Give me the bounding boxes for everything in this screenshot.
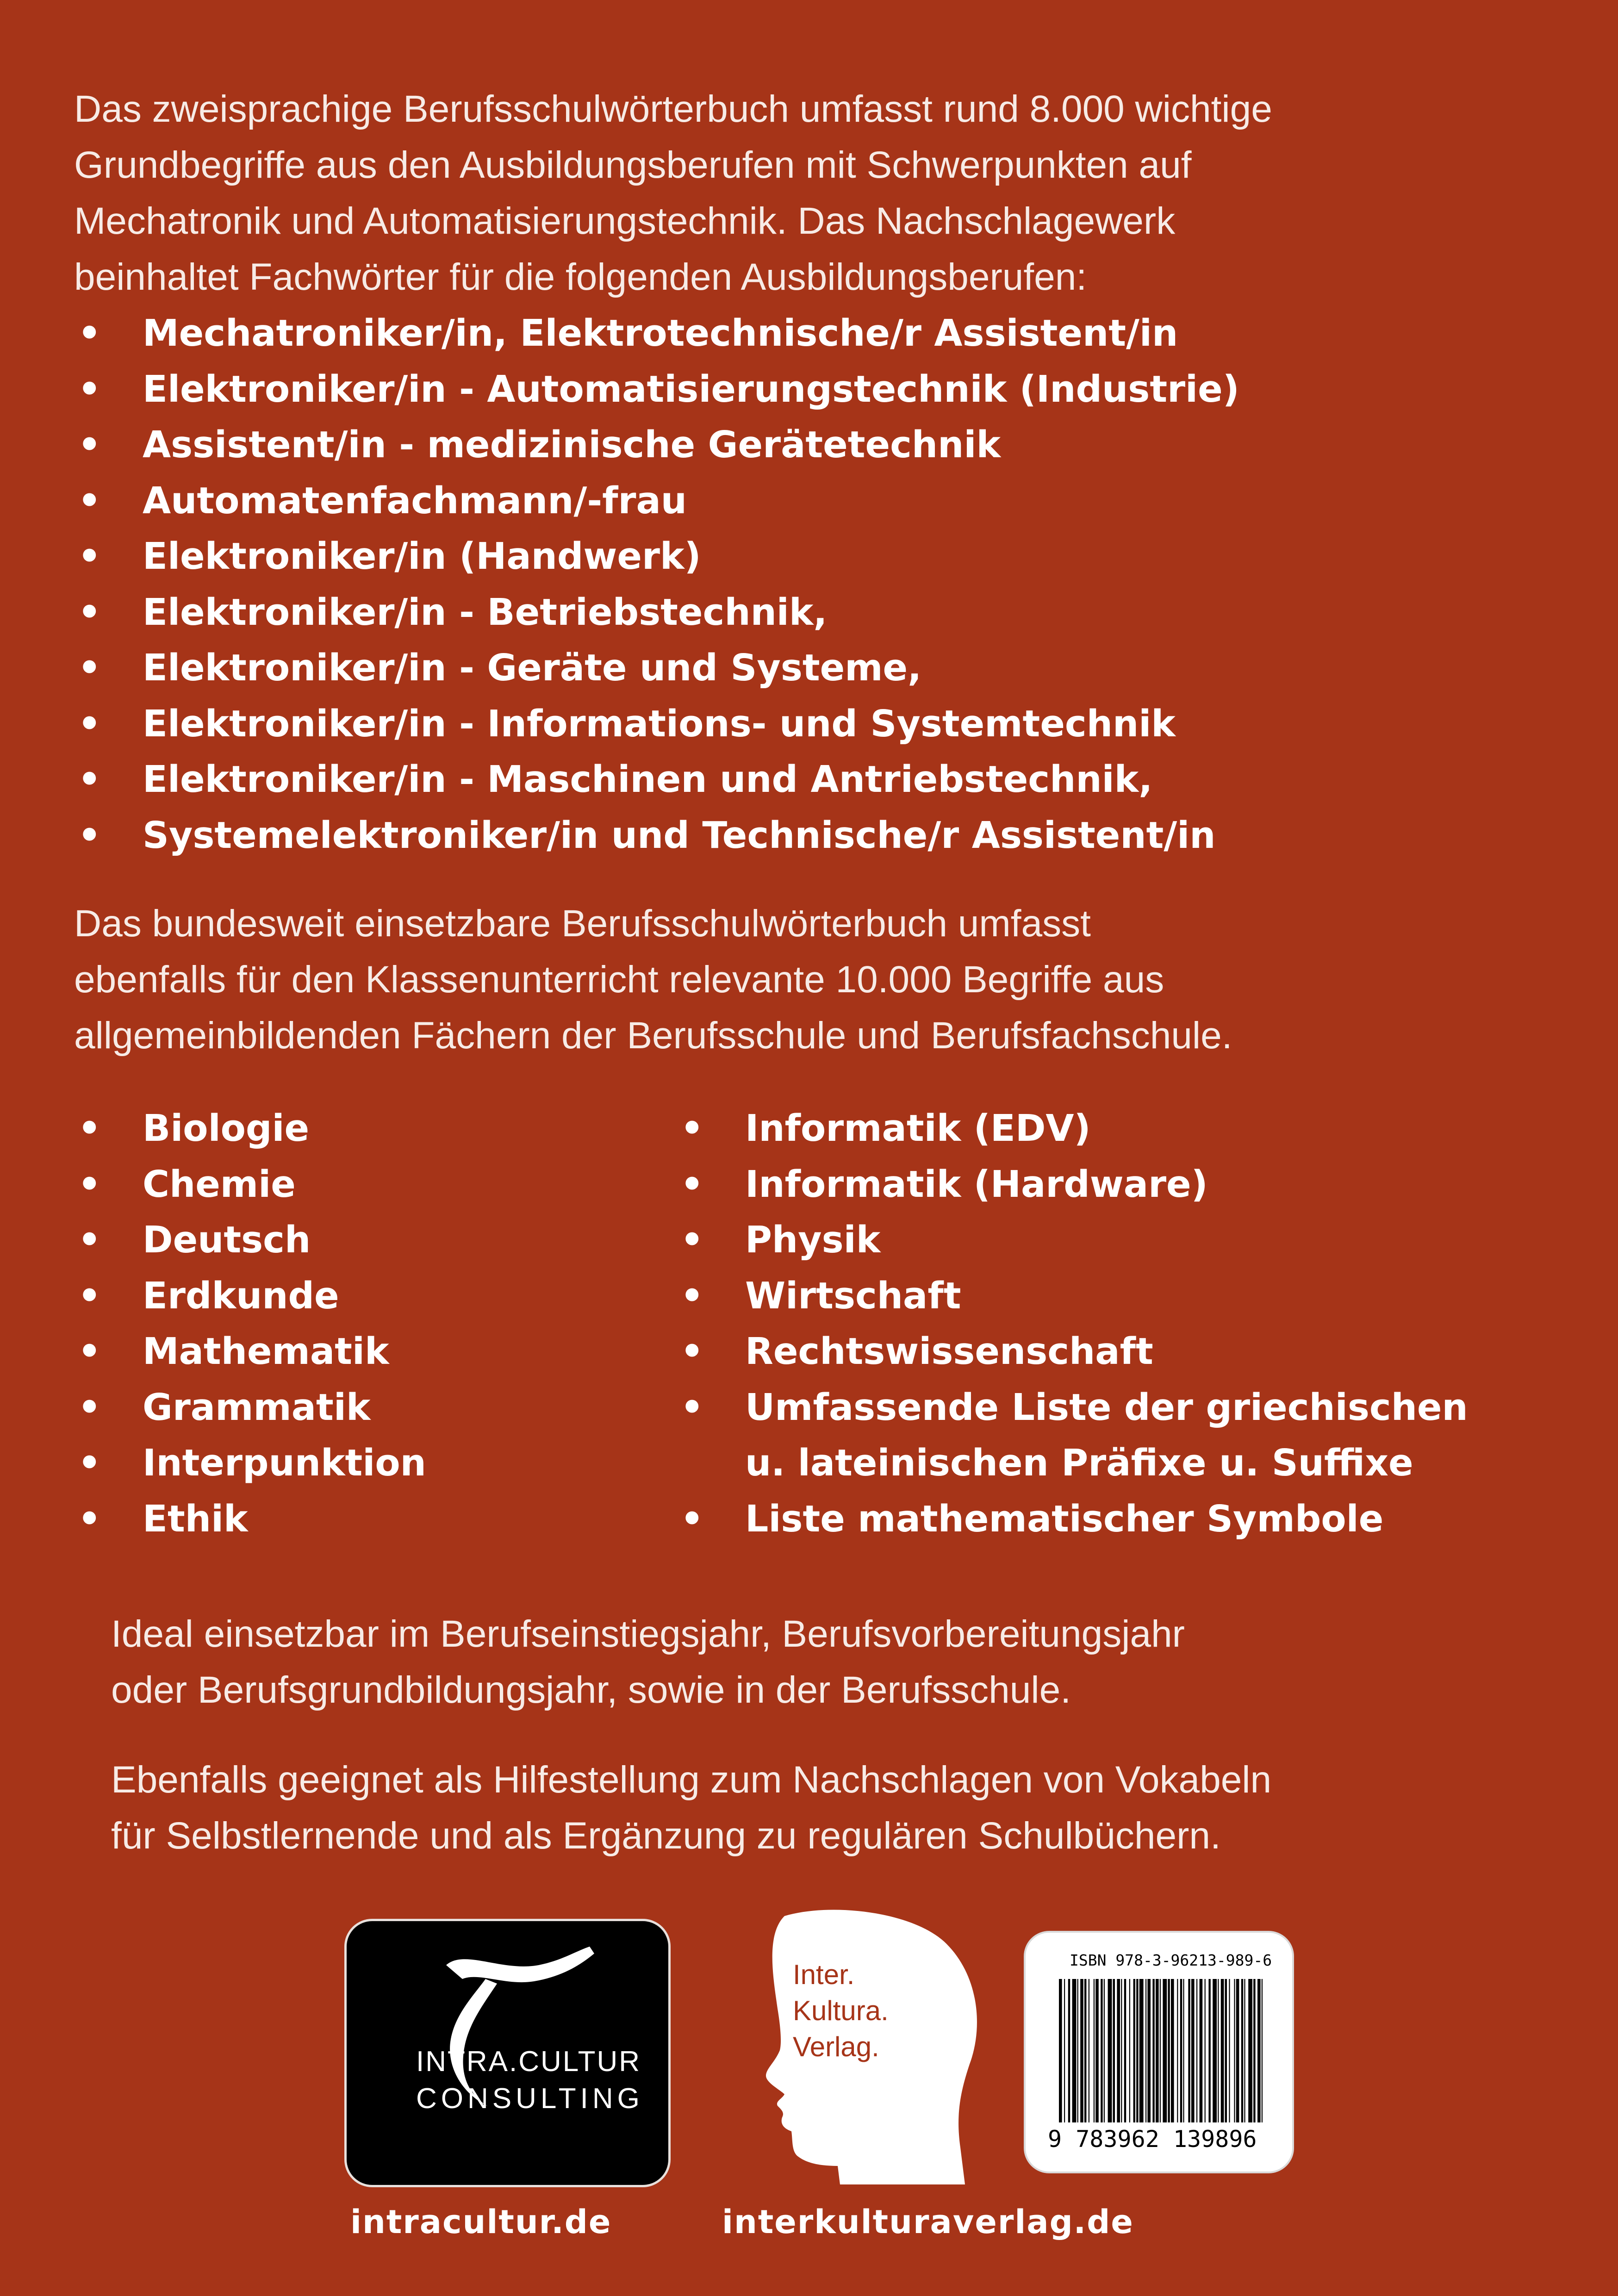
list-item [74, 1212, 426, 1268]
bullet-icon: • [78, 1107, 101, 1150]
barcode-bar [1160, 1979, 1161, 2122]
list-item-text: Grammatik [143, 1386, 371, 1429]
list-item [677, 1212, 1468, 1268]
paragraph-line: allgemeinbildenden Fächern der Berufsschule und Berufsfachschule. [74, 1014, 1232, 1057]
barcode-bar [1094, 1979, 1095, 2122]
list-item-text: Chemie [143, 1163, 296, 1206]
barcode-bar [1068, 1979, 1070, 2122]
list-item-text: Elektroniker/in - Geräte und Systeme, [143, 647, 922, 689]
list-item-text: Physik [745, 1219, 881, 1261]
list-item-text: Assistent/in - medizinische Gerätetechnik [143, 423, 1001, 466]
barcode-bar [1241, 1979, 1243, 2122]
list-item-text: Elektroniker/in (Handwerk) [143, 535, 701, 578]
usage-paragraph [111, 1606, 1185, 1718]
paragraph-line: für Selbstlernende und als Ergänzung zu regulären Schulbüchern. [111, 1815, 1221, 1857]
list-item-text: Elektroniker/in - Automatisierungstechnik (Industrie) [143, 367, 1239, 411]
bullet-icon: • [78, 367, 101, 411]
bullet-icon: • [78, 535, 101, 578]
list-item [677, 1101, 1468, 1157]
list-item-text: Biologie [143, 1107, 310, 1150]
bullet-icon: • [78, 1442, 101, 1484]
list-item [74, 585, 1239, 641]
barcode-bar [1225, 1979, 1227, 2122]
barcode-bar [1183, 1979, 1184, 2122]
paragraph-line: Ebenfalls geeignet als Hilfestellung zum Nachschlagen von Vokabeln [111, 1759, 1272, 1801]
barcode-bar [1177, 1979, 1178, 2122]
interkultura-line1: Inter. [793, 1959, 855, 1990]
list-item-text: Deutsch [143, 1219, 311, 1261]
barcode-bar [1113, 1979, 1115, 2122]
barcode-bar [1080, 1979, 1083, 2122]
isbn-barcode [1024, 1931, 1294, 2173]
list-item [74, 1435, 426, 1491]
barcode-bar [1084, 1979, 1086, 2122]
list-item-text: Elektroniker/in - Maschinen und Antriebstechnik, [143, 758, 1153, 801]
list-item [74, 305, 1239, 361]
list-item-text: Informatik (Hardware) [745, 1163, 1208, 1206]
intracultur-url[interactable]: intracultur.de [350, 2203, 612, 2241]
barcode-bar [1262, 1979, 1263, 2122]
barcode-bar [1108, 1979, 1112, 2122]
barcode-bar [1152, 1979, 1154, 2122]
professions-list [74, 305, 1239, 863]
bullet-icon: • [680, 1497, 704, 1540]
bullet-icon: • [78, 479, 101, 522]
bullet-icon: • [78, 1163, 101, 1206]
list-item-text: Elektroniker/in - Informations- und Systemtechnik [143, 702, 1176, 745]
barcode-bar [1213, 1979, 1217, 2122]
barcode-bar [1077, 1979, 1078, 2122]
barcode-bar [1229, 1979, 1230, 2122]
list-item [74, 808, 1239, 864]
paragraph-line: oder Berufsgrundbildungsjahr, sowie in der Berufsschule. [111, 1669, 1071, 1711]
interkultura-line2: Kultura. [793, 1995, 889, 2026]
barcode-bar [1244, 1979, 1245, 2122]
barcode-bar [1156, 1979, 1159, 2122]
list-item-text: Elektroniker/in - Betriebstechnik, [143, 591, 828, 634]
barcode-bar [1121, 1979, 1122, 2122]
interkultura-line3: Verlag. [793, 2031, 879, 2062]
list-item-text: Mathematik [143, 1330, 389, 1373]
general-subjects-paragraph [74, 896, 1232, 1064]
bullet-icon: • [680, 1219, 704, 1261]
barcode-bar [1236, 1979, 1239, 2122]
list-item [677, 1491, 1468, 1547]
interkultura-url[interactable]: interkulturaverlag.de [722, 2203, 1134, 2241]
barcode-bar [1101, 1979, 1102, 2122]
barcode-bar [1124, 1979, 1126, 2122]
barcode-bar [1205, 1979, 1206, 2122]
barcode-bar [1064, 1979, 1065, 2122]
bullet-icon: • [680, 1274, 704, 1317]
bullet-icon: • [78, 1330, 101, 1373]
paragraph-line: ebenfalls für den Klassenunterricht relevante 10.000 Begriffe aus [74, 958, 1164, 1001]
list-item [677, 1380, 1468, 1436]
barcode-digits: 9 783962 139896 [1048, 2126, 1257, 2153]
bullet-icon: • [78, 1497, 101, 1540]
list-item [74, 529, 1239, 585]
isbn-label: ISBN 978-3-96213-989-6 [1070, 1951, 1272, 1969]
barcode-bar [1136, 1979, 1138, 2122]
barcode-bar [1208, 1979, 1210, 2122]
list-item-text: Umfassende Liste der griechischen [745, 1386, 1468, 1429]
list-item [677, 1157, 1468, 1213]
bullet-icon: • [78, 1274, 101, 1317]
self-study-paragraph [111, 1752, 1271, 1864]
barcode-bar [1117, 1979, 1120, 2122]
subjects-list-right [677, 1101, 1468, 1547]
list-item [677, 1324, 1468, 1380]
list-item [677, 1268, 1468, 1324]
barcode-bar [1171, 1979, 1174, 2122]
barcode-bar [1221, 1979, 1224, 2122]
list-item [74, 752, 1239, 808]
intracultur-line2: CONSULTING [416, 2083, 644, 2115]
list-item [677, 1435, 1468, 1491]
list-item-text: Systemelektroniker/in und Technische/r Assistent/in [143, 814, 1216, 857]
barcode-bar [1095, 1979, 1099, 2122]
barcode-bar [1180, 1979, 1182, 2122]
barcode-bars-icon [1059, 1979, 1263, 2122]
bullet-icon: • [78, 1219, 101, 1261]
list-item [74, 473, 1239, 529]
list-item-text: Ethik [143, 1497, 248, 1540]
barcode-bar [1059, 1979, 1062, 2122]
paragraph-line: Ideal einsetzbar im Berufseinstiegsjahr, Berufsvorbereitungsjahr [111, 1613, 1185, 1655]
intro-paragraph [74, 81, 1272, 305]
barcode-bar [1191, 1979, 1195, 2122]
intracultur-logo [344, 1919, 671, 2187]
barcode-bar [1133, 1979, 1135, 2122]
barcode-bar [1104, 1979, 1105, 2122]
intro-line: Mechatronik und Automatisierungstechnik. Das Nachschlagewerk [74, 200, 1176, 242]
barcode-bar [1218, 1979, 1219, 2122]
bullet-icon: • [78, 591, 101, 634]
intro-line: beinhaltet Fachwörter für die folgenden Ausbildungsberufen: [74, 256, 1087, 298]
list-item-text: Rechtswissenschaft [745, 1330, 1153, 1373]
list-item [74, 1101, 426, 1157]
bullet-icon: • [78, 423, 101, 466]
barcode-bar [1200, 1979, 1203, 2122]
list-item [74, 1380, 426, 1436]
subjects-list-left [74, 1101, 426, 1547]
barcode-bar [1234, 1979, 1235, 2122]
list-item [74, 417, 1239, 473]
bullet-icon: • [680, 1330, 704, 1373]
barcode-bar [1196, 1979, 1197, 2122]
barcode-bar [1163, 1979, 1167, 2122]
list-item-text: Interpunktion [143, 1442, 426, 1484]
barcode-bar [1257, 1979, 1261, 2122]
list-item [74, 1268, 426, 1324]
list-item [74, 1491, 426, 1547]
paragraph-line: Das bundesweit einsetzbare Berufsschulwörterbuch umfasst [74, 902, 1091, 945]
barcode-bar [1129, 1979, 1130, 2122]
interkultura-text [793, 1957, 889, 2065]
bullet-icon: • [78, 814, 101, 857]
list-item-text: Mechatroniker/in, Elektrotechnische/r Assistent/in [143, 312, 1178, 355]
bullet-icon: • [78, 758, 101, 801]
intro-line: Das zweisprachige Berufsschulwörterbuch umfasst rund 8.000 wichtige [74, 88, 1272, 130]
barcode-bar [1248, 1979, 1252, 2122]
list-item-text: Informatik (EDV) [745, 1107, 1091, 1150]
barcode-bar [1145, 1979, 1146, 2122]
list-item [74, 640, 1239, 696]
list-item [74, 1324, 426, 1380]
list-item-text: u. lateinischen Präfixe u. Suffixe [745, 1442, 1413, 1484]
barcode-bar [1139, 1979, 1144, 2122]
list-item-text: Liste mathematischer Symbole [745, 1497, 1384, 1540]
list-item-text: Automatenfachmann/-frau [143, 479, 687, 522]
bullet-icon: • [78, 312, 101, 355]
barcode-bar [1147, 1979, 1151, 2122]
barcode-bar [1188, 1979, 1190, 2122]
bullet-icon: • [680, 1163, 704, 1206]
interkultura-logo [738, 1907, 990, 2194]
intro-line: Grundbegriffe aus den Ausbildungsberufen mit Schwerpunkten auf [74, 144, 1192, 186]
bullet-icon: • [78, 1386, 101, 1429]
bullet-icon: • [680, 1386, 704, 1429]
intracultur-line1: INTRA.CULTUR [416, 2046, 641, 2078]
barcode-bar [1168, 1979, 1170, 2122]
list-item-text: Wirtschaft [745, 1274, 961, 1317]
bullet-icon: • [680, 1107, 704, 1150]
bullet-icon: • [78, 702, 101, 745]
barcode-bar [1072, 1979, 1077, 2122]
bullet-icon: • [78, 647, 101, 689]
list-item [74, 696, 1239, 752]
list-item [74, 361, 1239, 417]
list-item [74, 1157, 426, 1213]
list-item-text: Erdkunde [143, 1274, 339, 1317]
barcode-bar [1253, 1979, 1255, 2122]
